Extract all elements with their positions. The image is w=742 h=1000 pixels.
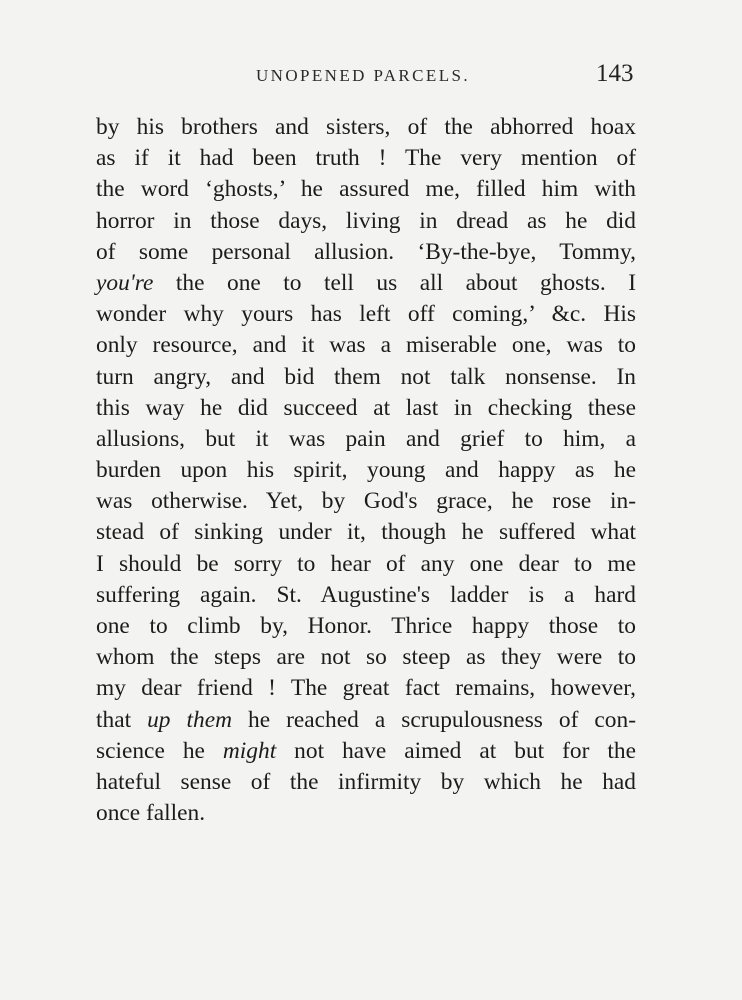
page-number: 143 (596, 60, 634, 87)
body-text (96, 112, 636, 829)
text-line: science he might not have aimed at but for the (96, 737, 636, 764)
running-title: UNOPENED PARCELS. (256, 66, 470, 85)
text-line: one to climb by, Honor. Thrice happy those to (96, 613, 636, 639)
text-line: of some personal allusion. ‘By-the-bye, Tommy, (96, 238, 636, 265)
text-line: allusions, but it was pain and grief to him, a (96, 425, 636, 452)
text-line: this way he did succeed at last in checking these (96, 394, 636, 421)
italic-text: might (222, 737, 277, 764)
text-line: hateful sense of the infirmity by which he had (96, 768, 636, 795)
text-line: the word ‘ghosts,’ he assured me, filled him with (96, 176, 636, 203)
italic-text: you're (96, 269, 154, 296)
text-line: my dear friend ! The great fact remains, however, (96, 675, 636, 702)
text-line: I should be sorry to hear of any one dear to me (96, 550, 636, 577)
text-line: once fallen. (96, 800, 206, 827)
text-line: as if it had been truth ! The very mention of (96, 145, 636, 172)
text-line: only resource, and it was a miserable one, was to (96, 332, 636, 359)
text-line: whom the steps are not so steep as they were to (96, 644, 636, 671)
italic-text: up them (147, 706, 232, 733)
text-line: by his brothers and sisters, of the abhorred hoax (96, 114, 636, 140)
text-line: burden upon his spirit, young and happy as he (96, 457, 636, 484)
text-line: turn angry, and bid them not talk nonsense. In (96, 363, 636, 390)
text-line: horror in those days, living in dread as he did (96, 207, 636, 234)
text-line: stead of sinking under it, though he suffered what (96, 519, 636, 546)
text-line: suffering again. St. Augustine's ladder is a hard (96, 581, 636, 608)
text-line: was otherwise. Yet, by God's grace, he rose in- (96, 488, 636, 515)
text-line: you're the one to tell us all about ghosts. I (96, 269, 636, 296)
text-line: wonder why yours has left off coming,’ &c. His (96, 301, 636, 328)
text-line: that up them he reached a scrupulousness of con- (96, 706, 636, 733)
